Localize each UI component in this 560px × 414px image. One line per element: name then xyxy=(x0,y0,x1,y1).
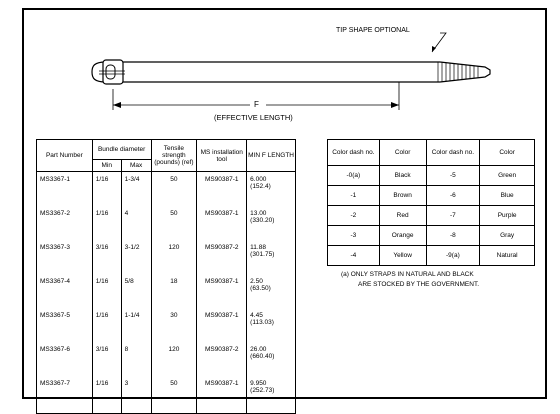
min-diameter: 1/16 xyxy=(92,172,121,206)
installation-tool: MS90387-1 xyxy=(197,206,247,240)
tip-shape-label: TIP SHAPE OPTIONAL xyxy=(336,27,410,34)
parts-table-body xyxy=(37,172,296,414)
table-row xyxy=(37,240,296,274)
table-row xyxy=(37,376,296,414)
dimension-letter: F xyxy=(254,100,259,109)
tensile-strength: 18 xyxy=(151,274,197,308)
tensile-strength: 50 xyxy=(151,206,197,240)
color-name: Yellow xyxy=(379,246,426,266)
header-max: Max xyxy=(121,160,151,172)
header-min-length: MIN F LENGTH xyxy=(247,140,296,172)
table-row xyxy=(328,206,535,226)
table-row xyxy=(328,166,535,186)
footnote-line-1: (a) ONLY STRAPS IN NATURAL AND BLACK xyxy=(341,271,474,278)
table-row xyxy=(37,342,296,376)
min-diameter: 1/16 xyxy=(92,308,121,342)
min-length: 26.00 (660.40) xyxy=(247,342,296,376)
max-diameter: 1-3/4 xyxy=(121,172,151,206)
min-length: 9.950 (252.73) xyxy=(247,376,296,414)
installation-tool: MS90387-1 xyxy=(197,274,247,308)
min-diameter: 1/16 xyxy=(92,376,121,414)
dash-number: -9(a) xyxy=(426,246,480,266)
dash-number: -6 xyxy=(426,186,480,206)
min-diameter: 1/16 xyxy=(92,206,121,240)
max-diameter: 8 xyxy=(121,342,151,376)
max-diameter: 5/8 xyxy=(121,274,151,308)
min-length: 11.88 (301.75) xyxy=(247,240,296,274)
min-length: 13.00 (330.20) xyxy=(247,206,296,240)
dash-number: -0(a) xyxy=(328,166,380,186)
header-color-left: Color xyxy=(379,140,426,166)
strap-tip xyxy=(440,62,490,82)
header-ms-installation-tool: MS installation tool xyxy=(197,140,247,172)
header-bundle-diameter: Bundle diameter xyxy=(92,140,151,160)
color-name: Red xyxy=(379,206,426,226)
color-name: Green xyxy=(480,166,535,186)
dash-number: -5 xyxy=(426,166,480,186)
min-diameter: 3/16 xyxy=(92,342,121,376)
dash-number: -7 xyxy=(426,206,480,226)
max-diameter: 4 xyxy=(121,206,151,240)
max-diameter: 3-1/2 xyxy=(121,240,151,274)
header-color-dash-left: Color dash no. xyxy=(328,140,380,166)
min-length: 6.000 (152.4) xyxy=(247,172,296,206)
table-row xyxy=(37,206,296,240)
part-number: MS3367-4 xyxy=(37,274,93,308)
installation-tool: MS90387-2 xyxy=(197,342,247,376)
color-name: Brown xyxy=(379,186,426,206)
table-row xyxy=(37,274,296,308)
header-min: Min xyxy=(92,160,121,172)
table-row xyxy=(328,226,535,246)
tensile-strength: 120 xyxy=(151,342,197,376)
color-name: Blue xyxy=(480,186,535,206)
tensile-strength: 50 xyxy=(151,172,197,206)
dimension-arrow-right xyxy=(391,102,399,108)
color-dash-table xyxy=(327,139,535,266)
part-number: MS3367-6 xyxy=(37,342,93,376)
part-number: MS3367-1 xyxy=(37,172,93,206)
part-number: MS3367-2 xyxy=(37,206,93,240)
parts-table xyxy=(36,139,296,414)
max-diameter: 1-1/4 xyxy=(121,308,151,342)
max-diameter: 3 xyxy=(121,376,151,414)
part-number: MS3367-3 xyxy=(37,240,93,274)
min-diameter: 1/16 xyxy=(92,274,121,308)
tensile-strength: 50 xyxy=(151,376,197,414)
dash-number: -3 xyxy=(328,226,380,246)
min-length: 4.45 (113.03) xyxy=(247,308,296,342)
installation-tool: MS90387-1 xyxy=(197,172,247,206)
footnote-line-2: ARE STOCKED BY THE GOVERNMENT. xyxy=(358,281,479,288)
dash-number: -4 xyxy=(328,246,380,266)
installation-tool: MS90387-1 xyxy=(197,308,247,342)
part-number: MS3367-5 xyxy=(37,308,93,342)
dash-number: -1 xyxy=(328,186,380,206)
table-row xyxy=(328,246,535,266)
dimension-caption: (EFFECTIVE LENGTH) xyxy=(214,113,293,122)
part-number: MS3367-7 xyxy=(37,376,93,414)
installation-tool: MS90387-1 xyxy=(197,376,247,414)
min-length: 2.50 (63.50) xyxy=(247,274,296,308)
color-name: Orange xyxy=(379,226,426,246)
dimension-arrow-left xyxy=(113,102,121,108)
header-color-dash-right: Color dash no. xyxy=(426,140,480,166)
table-row xyxy=(37,308,296,342)
color-name: Purple xyxy=(480,206,535,226)
header-tensile-strength: Tensile strength (pounds) (ref) xyxy=(151,140,197,172)
installation-tool: MS90387-2 xyxy=(197,240,247,274)
tensile-strength: 120 xyxy=(151,240,197,274)
min-diameter: 3/16 xyxy=(92,240,121,274)
header-part-number: Part Number xyxy=(37,140,93,172)
color-name: Natural xyxy=(480,246,535,266)
dash-number: -2 xyxy=(328,206,380,226)
table-row xyxy=(37,172,296,206)
dash-number: -8 xyxy=(426,226,480,246)
header-color-right: Color xyxy=(480,140,535,166)
color-name: Black xyxy=(379,166,426,186)
tensile-strength: 30 xyxy=(151,308,197,342)
color-name: Gray xyxy=(480,226,535,246)
table-row xyxy=(328,186,535,206)
strap-head-slot xyxy=(106,65,115,79)
